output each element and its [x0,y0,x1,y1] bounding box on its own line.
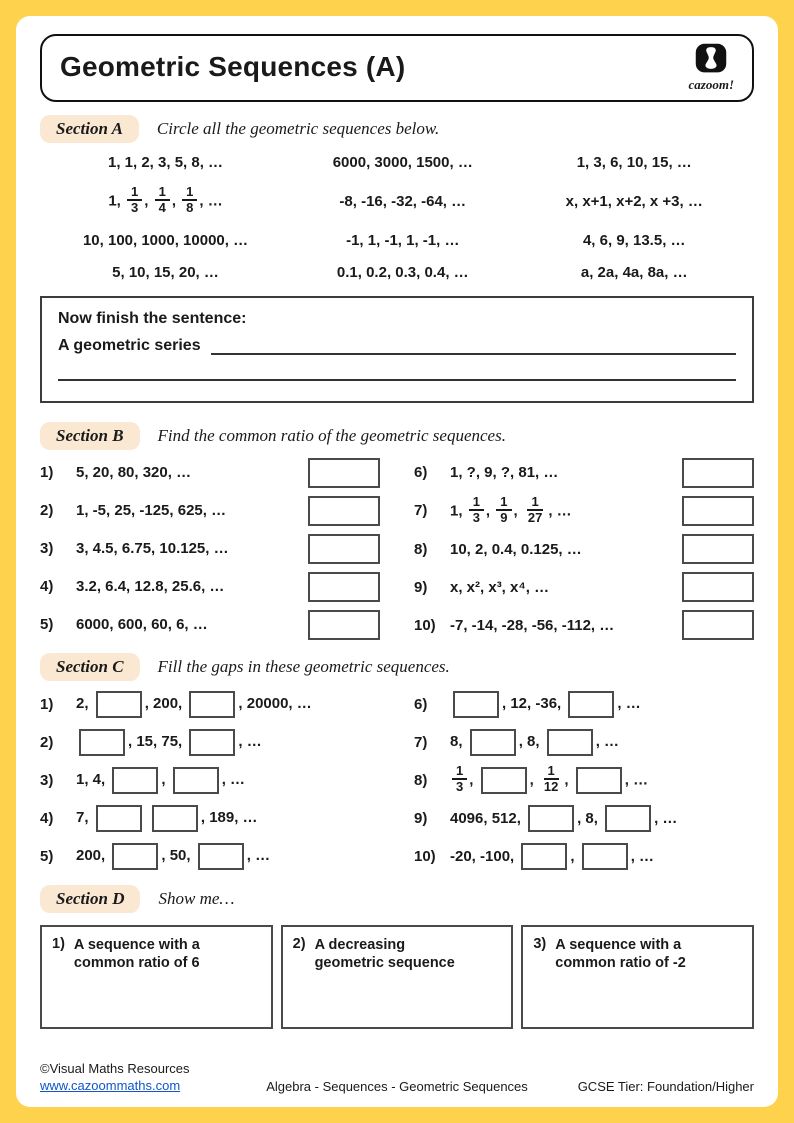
answer-box[interactable] [682,534,754,564]
fraction: $\frac{1}{3}$ [452,764,467,795]
question-text: 5, 20, 80, 320, … [76,464,192,482]
question-text: 3, 4.5, 6.75, 10.125, … [76,540,229,558]
fraction: $\frac{1}{27}$ [527,493,543,525]
section-c-items [40,689,754,872]
gap-box[interactable] [152,805,198,832]
question-number: 1) [40,695,54,713]
question-text: 2, , 200, , 20000, … [76,689,380,719]
gap-box[interactable] [470,729,516,756]
section-b-instruction: Find the common ratio of the geometric sequences. [157,425,506,445]
sequence-option[interactable]: -1, 1, -1, 1, -1, … [346,231,460,249]
worksheet-page [16,16,778,1107]
question-number: 7) [414,733,428,751]
question-text: , 12, -36, , … [450,689,754,719]
gap-box[interactable] [481,767,527,794]
fraction: $\frac{1}{3}$ [127,185,142,216]
question-text: A sequence with a common ratio of -2 [555,936,686,971]
question-number: 2) [40,733,54,751]
question-text: 1, $\frac{1}{3}$ , $\frac{1}{9}$ , $\frac{1}{27}$ , … [450,493,572,525]
answer-box[interactable] [682,458,754,488]
fraction: $\frac{1}{4}$ [155,185,170,216]
question-text: A sequence with a common ratio of 6 [73,936,200,971]
question-text: 3.2, 6.4, 12.8, 25.6, … [76,578,225,596]
cazoom-logo-icon [691,43,731,77]
write-line[interactable] [58,379,736,381]
sequence-option[interactable]: 1, $\frac{1}{3}$ , $\frac{1}{4}$ , $\frac{1}{8}$ , … [108,184,223,216]
question-number: 5) [40,847,54,865]
gap-box[interactable] [96,691,142,718]
question-number: 8) [414,540,428,558]
section-b-head [40,422,754,450]
sequence-option[interactable]: 6000, 3000, 1500, … [332,154,473,171]
sequence-option[interactable]: 4, 6, 9, 13.5, … [582,231,686,249]
question-number: 3) [40,771,54,789]
answer-box[interactable] [308,610,380,640]
question-text: 1, ?, 9, ?, 81, … [450,464,559,482]
question-text: , 15, 75, , … [76,727,380,757]
gap-box[interactable] [173,767,219,794]
question-text: 7, , 189, … [76,803,380,833]
gap-box[interactable] [453,691,499,718]
footer-topic: Algebra - Sequences - Geometric Sequences [266,1079,528,1094]
question-text: 8, , 8, , … [450,727,754,757]
answer-box[interactable] [682,610,754,640]
question-item [414,493,754,527]
question-text: 200, , 50, , … [76,841,380,871]
question-item [414,689,754,719]
finish-sentence-box [40,296,754,403]
fraction: $\frac{1}{9}$ [496,495,511,526]
answer-box[interactable] [308,572,380,602]
question-text: 1, -5, 25, -125, 625, … [76,502,227,520]
cazoom-logo [689,43,735,91]
gap-box[interactable] [576,767,622,794]
answer-box[interactable] [682,496,754,526]
sequence-option[interactable]: -8, -16, -32, -64, … [339,192,467,210]
question-text: $\frac{1}{3}$ , , $\frac{1}{12}$ , , … [450,765,754,796]
question-number: 10) [414,616,436,634]
gap-box[interactable] [79,729,125,756]
footer-tier: GCSE Tier: Foundation/Higher [577,1079,754,1094]
question-number: 10) [414,848,436,866]
copyright-text: ©Visual Maths Resources [40,1060,190,1076]
gap-box[interactable] [582,843,628,870]
question-text: 10, 2, 0.4, 0.125, … [450,540,582,558]
question-number: 7) [414,502,428,520]
question-number: 3) [533,935,547,952]
question-number: 6) [414,464,428,482]
sequence-option[interactable]: 0.1, 0.2, 0.3, 0.4, … [336,263,469,281]
footer-left [40,1060,265,1095]
question-item [40,496,380,526]
section-a-label: Section A [40,115,139,143]
question-item [40,572,380,602]
section-b-items [40,458,754,641]
gap-box[interactable] [189,729,235,756]
sequence-option[interactable]: 10, 100, 1000, 10000, … [82,231,249,249]
question-item [414,727,754,757]
sequence-option[interactable]: x, x+1, x+2, x +3, … [565,192,703,210]
section-c-instruction: Fill the gaps in these geometric sequences. [157,657,450,677]
question-item [414,572,754,602]
cazoom-logo-text: cazoom! [688,77,734,92]
question-item [40,458,380,488]
gap-box[interactable] [547,729,593,756]
question-item [40,610,380,640]
question-text: -7, -14, -28, -56, -112, … [450,616,615,634]
fraction: $\frac{1}{12}$ [543,763,559,795]
gap-box[interactable] [96,805,142,832]
finish-sentence-stem: A geometric series [58,336,201,354]
question-item [414,534,754,564]
gap-box[interactable] [605,805,651,832]
header [40,34,754,102]
sequence-option[interactable]: a, 2a, 4a, 8a, … [580,263,688,281]
sequence-option[interactable]: 1, 3, 6, 10, 15, … [576,154,692,171]
answer-box[interactable] [308,458,380,488]
gap-box[interactable] [189,691,235,718]
question-number: 8) [414,771,428,789]
section-d-boxes [40,925,754,1029]
question-item [40,689,380,719]
footer [40,1052,754,1095]
question-number: 6) [414,695,428,713]
footer-link[interactable]: www.cazoommaths.com [40,1078,181,1094]
section-d-label: Section D [40,885,140,913]
show-me-box[interactable] [40,925,273,1029]
question-number: 1) [52,935,65,952]
section-b-label: Section B [40,422,140,450]
gap-box[interactable] [521,843,567,870]
answer-box[interactable] [682,572,754,602]
gap-box[interactable] [112,767,158,794]
question-number: 2) [292,935,306,952]
question-number: 4) [40,578,54,596]
question-item [40,534,380,564]
question-item [414,610,754,640]
question-text: A decreasing geometric sequence [314,936,455,971]
question-number: 9) [414,578,428,596]
sequence-option[interactable]: 1, 1, 2, 3, 5, 8, … [107,154,224,171]
question-number: 3) [40,540,54,558]
question-number: 1) [40,464,54,482]
question-number: 9) [414,810,428,828]
show-me-box[interactable] [281,925,514,1029]
section-a-head [40,115,754,143]
question-text: 1, 4, , , … [76,765,380,795]
gap-box[interactable] [568,691,614,718]
gap-box[interactable] [528,805,574,832]
gap-box[interactable] [198,843,244,870]
answer-box[interactable] [308,496,380,526]
question-number: 5) [40,616,54,634]
section-a-instruction: Circle all the geometric sequences below. [156,119,440,138]
question-text: -20, -100, , , … [450,842,754,872]
fraction: $\frac{1}{3}$ [469,495,484,526]
question-item [40,841,380,871]
question-item [414,458,754,488]
question-item [414,765,754,796]
fraction: $\frac{1}{8}$ [182,185,197,216]
section-d-instruction: Show me… [158,888,235,908]
question-text: x, x², x³, x⁴, … [450,578,550,596]
answer-box[interactable] [308,534,380,564]
question-item [40,803,380,833]
section-a-grid [44,153,750,282]
question-number: 4) [40,809,54,827]
question-text: 6000, 600, 60, 6, … [76,616,208,634]
sequence-option[interactable]: 5, 10, 15, 20, … [112,263,219,281]
question-item [40,727,380,757]
section-d-head [40,885,754,913]
section-c-label: Section C [40,653,140,681]
question-item [414,842,754,872]
page-title: Geometric Sequences (A) [60,51,406,82]
question-number: 2) [40,502,54,520]
show-me-box[interactable] [521,925,754,1029]
gap-box[interactable] [112,843,158,870]
section-c-head [40,653,754,681]
question-item [414,804,754,834]
question-text: 4096, 512, , 8, , … [450,804,754,834]
question-item [40,765,380,795]
write-line[interactable] [211,337,736,355]
finish-sentence-prompt: Now finish the sentence: [58,309,247,327]
